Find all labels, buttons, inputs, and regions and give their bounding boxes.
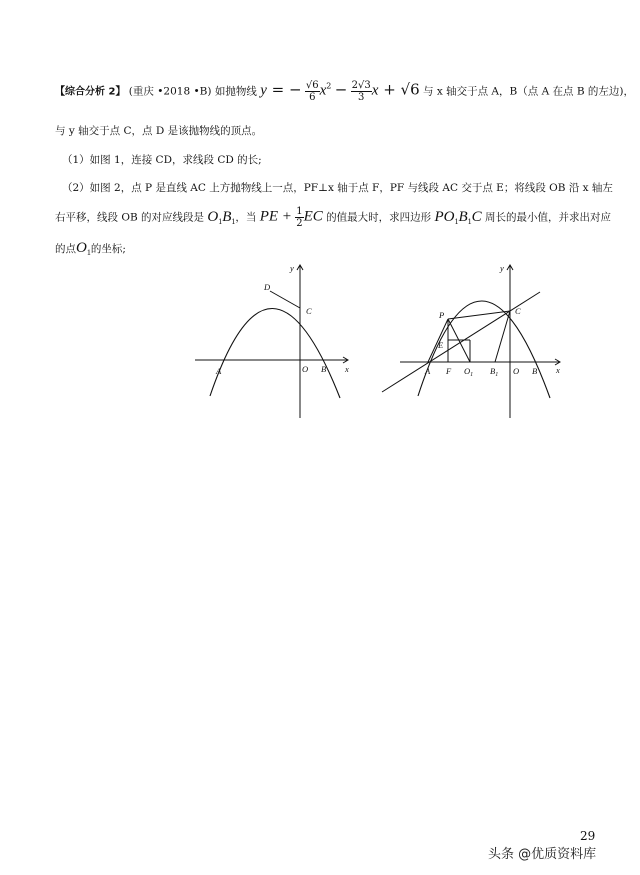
- question-2-line-3: 的点$O_1$的坐标;: [55, 240, 126, 257]
- expression-ec: EC: [303, 208, 323, 225]
- figure-1-label-x: x: [345, 364, 349, 374]
- figure-2-label-f: F: [446, 366, 452, 376]
- figure-2-label-x: x: [556, 365, 560, 375]
- figure-2-label-a: A: [425, 366, 431, 376]
- figure-1-label-c: C: [306, 306, 312, 316]
- figure-2-label-e: E: [438, 340, 444, 350]
- question-2-line-2: 右平移，线段 OB 的对应线段是 $O_1B_1$，当 PE + $\frac{1}{2}$ EC 的值最大时，求四边形 $PO_1B_1C$ 周长的最小值，并求出对应: [55, 206, 612, 229]
- equation-frac-b: $\frac{2√3}{3}$: [351, 80, 371, 103]
- figure-1-label-a: A: [216, 366, 222, 376]
- equation-frac-a: $\frac{√6}{6}$: [305, 80, 319, 103]
- equation-y: y: [260, 82, 267, 99]
- problem-tag: 【综合分析 2】: [55, 86, 126, 98]
- figure-2-label-p: P: [439, 310, 445, 320]
- line1-tail: 与 x 轴交于点 A，B（点 A 在点 B 的左边)，: [423, 85, 634, 98]
- equation-constant: + √6: [378, 80, 420, 99]
- page-number: 29: [580, 829, 596, 843]
- equation-eq: = −: [266, 80, 302, 99]
- figure-1-label-d: D: [264, 282, 271, 292]
- equation-x2: x: [319, 82, 327, 99]
- figure-2-label-y: y: [500, 263, 504, 273]
- question-1: （1）如图 1，连接 CD，求线段 CD 的长;: [62, 154, 262, 166]
- problem-source: (重庆 •2018 •B): [128, 85, 212, 98]
- equation-square: 2: [326, 81, 332, 91]
- equation-x: x: [371, 82, 379, 99]
- figure-2-label-b: B: [532, 366, 538, 376]
- watermark-text: 头条 @优质资料库: [488, 847, 597, 862]
- quadrilateral-po1b1c: $PO_1B_1C$: [434, 208, 482, 226]
- problem-line-2: 与 y 轴交于点 C，点 D 是该抛物线的顶点。: [55, 125, 263, 137]
- expression-pe: PE +: [259, 208, 292, 225]
- figure-2-label-o: O: [513, 366, 520, 376]
- figure-2-label-b1: $B_1$: [490, 366, 499, 378]
- figure-1-label-y: y: [290, 263, 294, 273]
- half-fraction: $\frac{1}{2}$: [296, 206, 303, 229]
- figure-2-label-o1: $O_1$: [464, 366, 474, 378]
- figure-2-label-c: C: [515, 306, 521, 316]
- segment-o1b1: $O_1B_1$: [207, 208, 236, 226]
- figure-1-label-b: B: [321, 364, 327, 374]
- problem-intro: 如抛物线: [214, 85, 257, 98]
- figure-1-label-o: O: [302, 364, 309, 374]
- question-2-line-1: （2）如图 2，点 P 是直线 AC 上方抛物线上一点，PF⊥x 轴于点 F，PF 与线段 AC 交于点 E；将线段 OB 沿 x 轴左: [62, 182, 613, 194]
- point-o1: $O_1$: [76, 240, 91, 257]
- equation-minus: −: [334, 80, 348, 99]
